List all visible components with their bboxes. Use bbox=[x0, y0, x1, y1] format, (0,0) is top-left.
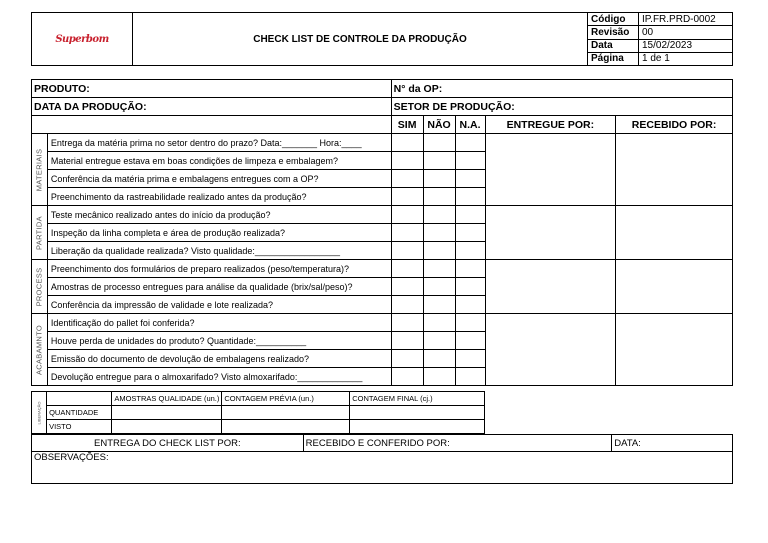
nao-cell[interactable] bbox=[423, 152, 455, 170]
col-sim: SIM bbox=[391, 116, 423, 134]
checklist-question: Conferência da impressão de validade e lote realizada? bbox=[47, 296, 391, 314]
na-cell[interactable] bbox=[455, 152, 485, 170]
nao-cell[interactable] bbox=[423, 206, 455, 224]
data-producao-field[interactable]: DATA DA PRODUÇÃO: bbox=[32, 98, 392, 116]
checklist-question: Liberação da qualidade realizada? Visto qualidade:_________________ bbox=[47, 242, 391, 260]
liberation-cell[interactable] bbox=[350, 406, 485, 420]
entregue-cell[interactable] bbox=[485, 206, 616, 260]
checklist-question: Amostras de processo entregues para análise da qualidade (brix/sal/peso)? bbox=[47, 278, 391, 296]
col-entregue: ENTREGUE POR: bbox=[485, 116, 616, 134]
entregue-cell[interactable] bbox=[485, 314, 616, 386]
na-cell[interactable] bbox=[455, 242, 485, 260]
sim-cell[interactable] bbox=[391, 206, 423, 224]
na-cell[interactable] bbox=[455, 224, 485, 242]
liberation-row-label: QUANTIDADE bbox=[47, 406, 112, 420]
liberation-header: AMOSTRAS QUALIDADE (un.) bbox=[112, 392, 222, 406]
superbom-logo: Superbom bbox=[32, 13, 133, 66]
na-cell[interactable] bbox=[455, 188, 485, 206]
setor-producao-field[interactable]: SETOR DE PRODUÇÃO: bbox=[391, 98, 732, 116]
nao-cell[interactable] bbox=[423, 296, 455, 314]
liberation-cell[interactable] bbox=[222, 406, 350, 420]
sim-cell[interactable] bbox=[391, 242, 423, 260]
checklist-question: Conferência da matéria prima e embalagens entregues com a OP? bbox=[47, 170, 391, 188]
footer-table bbox=[31, 434, 733, 484]
recebido-cell[interactable] bbox=[616, 206, 733, 260]
nao-cell[interactable] bbox=[423, 314, 455, 332]
nao-cell[interactable] bbox=[423, 350, 455, 368]
na-cell[interactable] bbox=[455, 332, 485, 350]
na-cell[interactable] bbox=[455, 206, 485, 224]
category-partida: PARTIDA bbox=[32, 206, 48, 260]
checklist-question: Material entregue estava em boas condições de limpeza e embalagem? bbox=[47, 152, 391, 170]
sim-cell[interactable] bbox=[391, 170, 423, 188]
sim-cell[interactable] bbox=[391, 296, 423, 314]
nao-cell[interactable] bbox=[423, 170, 455, 188]
entregue-cell[interactable] bbox=[485, 134, 616, 206]
checklist-question: Preenchimento dos formulários de preparo realizados (peso/temperatura)? bbox=[47, 260, 391, 278]
sim-cell[interactable] bbox=[391, 278, 423, 296]
sim-cell[interactable] bbox=[391, 152, 423, 170]
checklist-question: Inspeção da linha completa e área de produção realizada? bbox=[47, 224, 391, 242]
sim-cell[interactable] bbox=[391, 368, 423, 386]
checklist-question: Devolução entregue para o almoxarifado? Visto almoxarifado:_____________ bbox=[47, 368, 391, 386]
liberation-cell[interactable] bbox=[112, 420, 222, 434]
checklist-question: Houve perda de unidades do produto? Quantidade:__________ bbox=[47, 332, 391, 350]
na-cell[interactable] bbox=[455, 134, 485, 152]
sim-cell[interactable] bbox=[391, 224, 423, 242]
observacoes-field[interactable]: OBSERVAÇÕES: bbox=[32, 452, 733, 484]
liberation-header: CONTAGEM FINAL (cj.) bbox=[350, 392, 485, 406]
recebido-conferido-field[interactable]: RECEBIDO E CONFERIDO POR: bbox=[303, 435, 612, 452]
meta-label: Revisão bbox=[588, 26, 639, 39]
col-nao: NÃO bbox=[423, 116, 455, 134]
meta-value: IP.FR.PRD-0002 bbox=[639, 13, 733, 26]
na-cell[interactable] bbox=[455, 296, 485, 314]
nao-cell[interactable] bbox=[423, 278, 455, 296]
entrega-checklist-field[interactable]: ENTREGA DO CHECK LIST POR: bbox=[32, 435, 304, 452]
liberation-corner bbox=[47, 392, 112, 406]
meta-value: 00 bbox=[639, 26, 733, 39]
nao-cell[interactable] bbox=[423, 242, 455, 260]
nao-cell[interactable] bbox=[423, 260, 455, 278]
nao-cell[interactable] bbox=[423, 224, 455, 242]
document-title: CHECK LIST DE CONTROLE DA PRODUÇÃO bbox=[133, 13, 588, 66]
na-cell[interactable] bbox=[455, 260, 485, 278]
checklist-question: Teste mecânico realizado antes do início da produção? bbox=[47, 206, 391, 224]
liberation-table bbox=[31, 391, 485, 434]
checklist-question: Emissão do documento de devolução de embalagens realizado? bbox=[47, 350, 391, 368]
header-spacer bbox=[32, 116, 392, 134]
nao-cell[interactable] bbox=[423, 134, 455, 152]
meta-label: Data bbox=[588, 39, 639, 52]
nao-cell[interactable] bbox=[423, 368, 455, 386]
na-cell[interactable] bbox=[455, 368, 485, 386]
checklist-table bbox=[31, 79, 733, 386]
nao-cell[interactable] bbox=[423, 332, 455, 350]
op-field[interactable]: N° da OP: bbox=[391, 80, 732, 98]
sim-cell[interactable] bbox=[391, 332, 423, 350]
nao-cell[interactable] bbox=[423, 188, 455, 206]
recebido-cell[interactable] bbox=[616, 314, 733, 386]
col-recebido: RECEBIDO POR: bbox=[616, 116, 733, 134]
liberation-header: CONTAGEM PRÉVIA (un.) bbox=[222, 392, 350, 406]
category-acabamento: ACABAMNTO bbox=[32, 314, 48, 386]
checklist-question: Identificação do pallet foi conferida? bbox=[47, 314, 391, 332]
na-cell[interactable] bbox=[455, 278, 485, 296]
meta-value: 15/02/2023 bbox=[639, 39, 733, 52]
document-header bbox=[31, 12, 733, 66]
meta-label: Página bbox=[588, 52, 639, 65]
liberation-cell[interactable] bbox=[350, 420, 485, 434]
meta-value: 1 de 1 bbox=[639, 52, 733, 65]
na-cell[interactable] bbox=[455, 314, 485, 332]
recebido-cell[interactable] bbox=[616, 260, 733, 314]
sim-cell[interactable] bbox=[391, 188, 423, 206]
category-materiais: MATERIAIS bbox=[32, 134, 48, 206]
na-cell[interactable] bbox=[455, 170, 485, 188]
entregue-cell[interactable] bbox=[485, 260, 616, 314]
checklist-question: Preenchimento da rastreabilidade realizado antes da produção? bbox=[47, 188, 391, 206]
recebido-cell[interactable] bbox=[616, 134, 733, 206]
na-cell[interactable] bbox=[455, 350, 485, 368]
sim-cell[interactable] bbox=[391, 350, 423, 368]
liberation-cell[interactable] bbox=[112, 406, 222, 420]
category-process: PROCESS bbox=[32, 260, 48, 314]
col-na: N.A. bbox=[455, 116, 485, 134]
checklist-question: Entrega da matéria prima no setor dentro do prazo? Data:_______ Hora:____ bbox=[47, 134, 391, 152]
date-field[interactable]: DATA: bbox=[612, 435, 733, 452]
meta-label: Código bbox=[588, 13, 639, 26]
sim-cell[interactable] bbox=[391, 260, 423, 278]
sim-cell[interactable] bbox=[391, 314, 423, 332]
produto-field[interactable]: PRODUTO: bbox=[32, 80, 392, 98]
sim-cell[interactable] bbox=[391, 134, 423, 152]
liberation-cell[interactable] bbox=[222, 420, 350, 434]
category-liberacao: LIBERAÇÃO bbox=[32, 392, 47, 434]
liberation-row-label: VISTO bbox=[47, 420, 112, 434]
